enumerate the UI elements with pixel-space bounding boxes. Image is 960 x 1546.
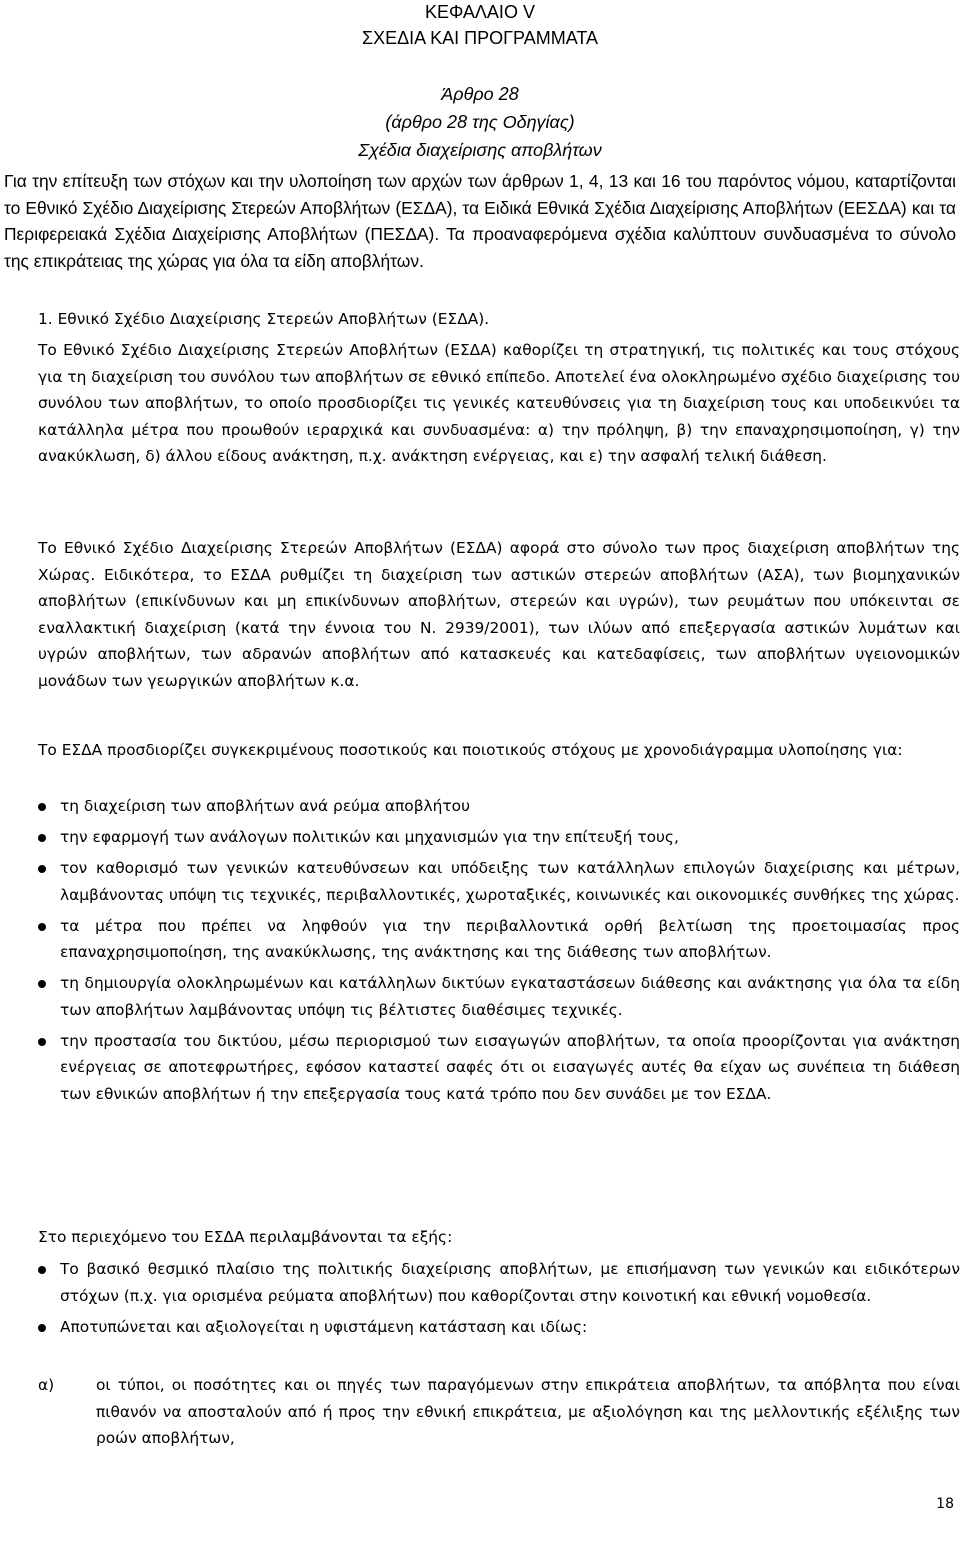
article-reference: (άρθρο 28 της Οδηγίας) — [385, 112, 575, 132]
page-number: 18 — [936, 1496, 954, 1512]
list-item: τη δημιουργία ολοκληρωμένων και κατάλληλων δικτύων εγκαταστάσεων διάθεσης και ανάκτησης για όλα τα είδη των αποβλήτων λαμβάνοντας υπόψη τις βέλτιστες διαθέσιμες τεχνικές. — [38, 970, 960, 1023]
chapter-title: ΣΧΕΔΙΑ ΚΑΙ ΠΡΟΓΡΑΜΜΑΤΑ — [361, 28, 599, 48]
alpha-label: α) — [38, 1376, 55, 1394]
bullet-icon — [38, 1324, 46, 1332]
section-paragraph-1: Το Εθνικό Σχέδιο Διαχείρισης Στερεών Αποβλήτων (ΕΣΔΑ) καθορίζει τη στρατηγική, τις πολιτικές και τους στόχους για τη διαχείριση του συνόλου των αποβλήτων σε εθνικό επίπεδο. Αποτελεί ένα ολοκληρωμένο σχέδιο διαχείρισης του συνόλου των αποβλήτων, το οποίο προσδιορίζει τις γενικές κατευθύνσεις για τη διαχείριση τους και υποδεικνύει τα κατάλληλα μέτρα που προωθούν ιεραρχικά και συνδυασμένα: α) την πρόληψη, β) την επαναχρησιμοποίηση, γ) την ανακύκλωση, δ) άλλου είδους ανάκτηση, π.χ. ανάκτηση ενέργειας, και ε) την ασφαλή τελική διάθεση. — [38, 341, 960, 465]
bullet-icon — [38, 1038, 46, 1046]
section-paragraph-3: Το ΕΣΔΑ προσδιορίζει συγκεκριμένους ποσοτικούς και ποιοτικούς στόχους με χρονοδιάγραμμα υλοποίησης για: — [38, 741, 903, 759]
bullet-icon — [38, 803, 46, 811]
article-number: Άρθρο 28 — [441, 84, 519, 104]
list-item: Το βασικό θεσμικό πλαίσιο της πολιτικής διαχείρισης αποβλήτων, με επισήμανση των γενικών και ειδικότερων στόχων (π.χ. για ορισμένα ρεύματα αποβλήτων) που καθορίζονται στην κοινοτική και εθνική νομοθεσία. — [38, 1256, 960, 1309]
bullet-icon — [38, 923, 46, 931]
article-title: Σχέδια διαχείρισης αποβλήτων — [358, 140, 602, 160]
list-item: τη διαχείριση των αποβλήτων ανά ρεύμα αποβλήτου — [38, 793, 960, 820]
section-paragraph-4: Στο περιεχόμενο του ΕΣΔΑ περιλαμβάνονται τα εξής: — [38, 1228, 453, 1246]
list-item: τα μέτρα που πρέπει να ληφθούν για την περιβαλλοντικά ορθή βελτίωση της προετοιμασίας προς επαναχρησιμοποίηση, της ανακύκλωσης, της ανάκτησης και της διάθεσης των αποβλήτων. — [38, 913, 960, 966]
contents-list — [38, 1256, 960, 1345]
chapter-heading: ΚΕΦΑΛΑΙΟ V — [425, 2, 535, 22]
list-item: τον καθορισμό των γενικών κατευθύνσεων και υπόδειξης των κατάλληλων επιλογών διαχείρισης και μέτρων, λαμβάνοντας υπόψη τις τεχνικές, περιβαλλοντικές, χωροταξικές, κοινωνικές και οικονομικές συνθήκες της χώρας. — [38, 855, 960, 908]
bullet-icon — [38, 980, 46, 988]
objectives-list — [38, 793, 960, 1112]
list-item: Αποτυπώνεται και αξιολογείται η υφιστάμενη κατάσταση και ιδίως: — [38, 1314, 960, 1341]
section-paragraph-2: Το Εθνικό Σχέδιο Διαχείρισης Στερεών Αποβλήτων (ΕΣΔΑ) αφορά στο σύνολο των προς διαχείριση αποβλήτων της Χώρας. Ειδικότερα, το ΕΣΔΑ ρυθμίζει τη διαχείριση των αστικών στερεών αποβλήτων (ΑΣΑ), των βιομηχανικών αποβλήτων (επικίνδυνων και μη επικίνδυνων αποβλήτων, στερεών και υγρών), των ρευμάτων που υπόκεινται σε εναλλακτική διαχείριση (κατά την έννοια του Ν. 2939/2001), των ιλύων από επεξεργασία αστικών λυμάτων και υγρών αποβλήτων, των αδρανών αποβλήτων από κατασκευές και κατεδαφίσεις, των αποβλήτων υγειονομικών μονάδων των γεωργικών αποβλήτων κ.α. — [38, 539, 960, 690]
list-item: την προστασία του δικτύου, μέσω περιορισμού των εισαγωγών αποβλήτων, τα οποία προορίζονται για ανάκτηση ενέργειας σε αποτεφρωτήρες, εφόσον καταστεί σαφές ότι οι εισαγωγές αυτές θα είχαν ως συνέπεια τη διάθεση των εθνικών αποβλήτων ή την επεξεργασία τους κατά τρόπο που δεν συνάδει με τον ΕΣΔΑ. — [38, 1028, 960, 1108]
bullet-icon — [38, 834, 46, 842]
bullet-icon — [38, 865, 46, 873]
list-item: την εφαρμογή των ανάλογων πολιτικών και μηχανισμών για την επίτευξή τους, — [38, 824, 960, 851]
bullet-icon — [38, 1266, 46, 1274]
intro-paragraph: Για την επίτευξη των στόχων και την υλοποίηση των αρχών των άρθρων 1, 4, 13 και 16 του παρόντος νόμου, καταρτίζονται το Εθνικό Σχέδιο Διαχείρισης Στερεών Αποβλήτων (ΕΣΔΑ), τα Ειδικά Εθνικά Σχέδια Διαχείρισης Αποβλήτων (ΕΕΣΔΑ) και τα Περιφερειακά Σχέδια Διαχείρισης Αποβλήτων (ΠΕΣΔΑ). Τα προαναφερόμενα σχέδια καλύπτουν συνδυασμένα το σύνολο της επικράτειας της χώρας για όλα τα είδη αποβλήτων. — [4, 171, 956, 271]
alpha-item — [38, 1372, 960, 1452]
alpha-text: οι τύποι, οι ποσότητες και οι πηγές των παραγόμενων στην επικράτεια αποβλήτων, τα απόβλητα που είναι πιθανόν να αποσταλούν από ή προς την εθνική επικράτεια, με αξιολόγηση και της μελλοντικής εξέλιξης των ροών αποβλήτων, — [96, 1376, 960, 1447]
section-heading: 1. Εθνικό Σχέδιο Διαχείρισης Στερεών Αποβλήτων (ΕΣΔΑ). — [38, 310, 490, 328]
